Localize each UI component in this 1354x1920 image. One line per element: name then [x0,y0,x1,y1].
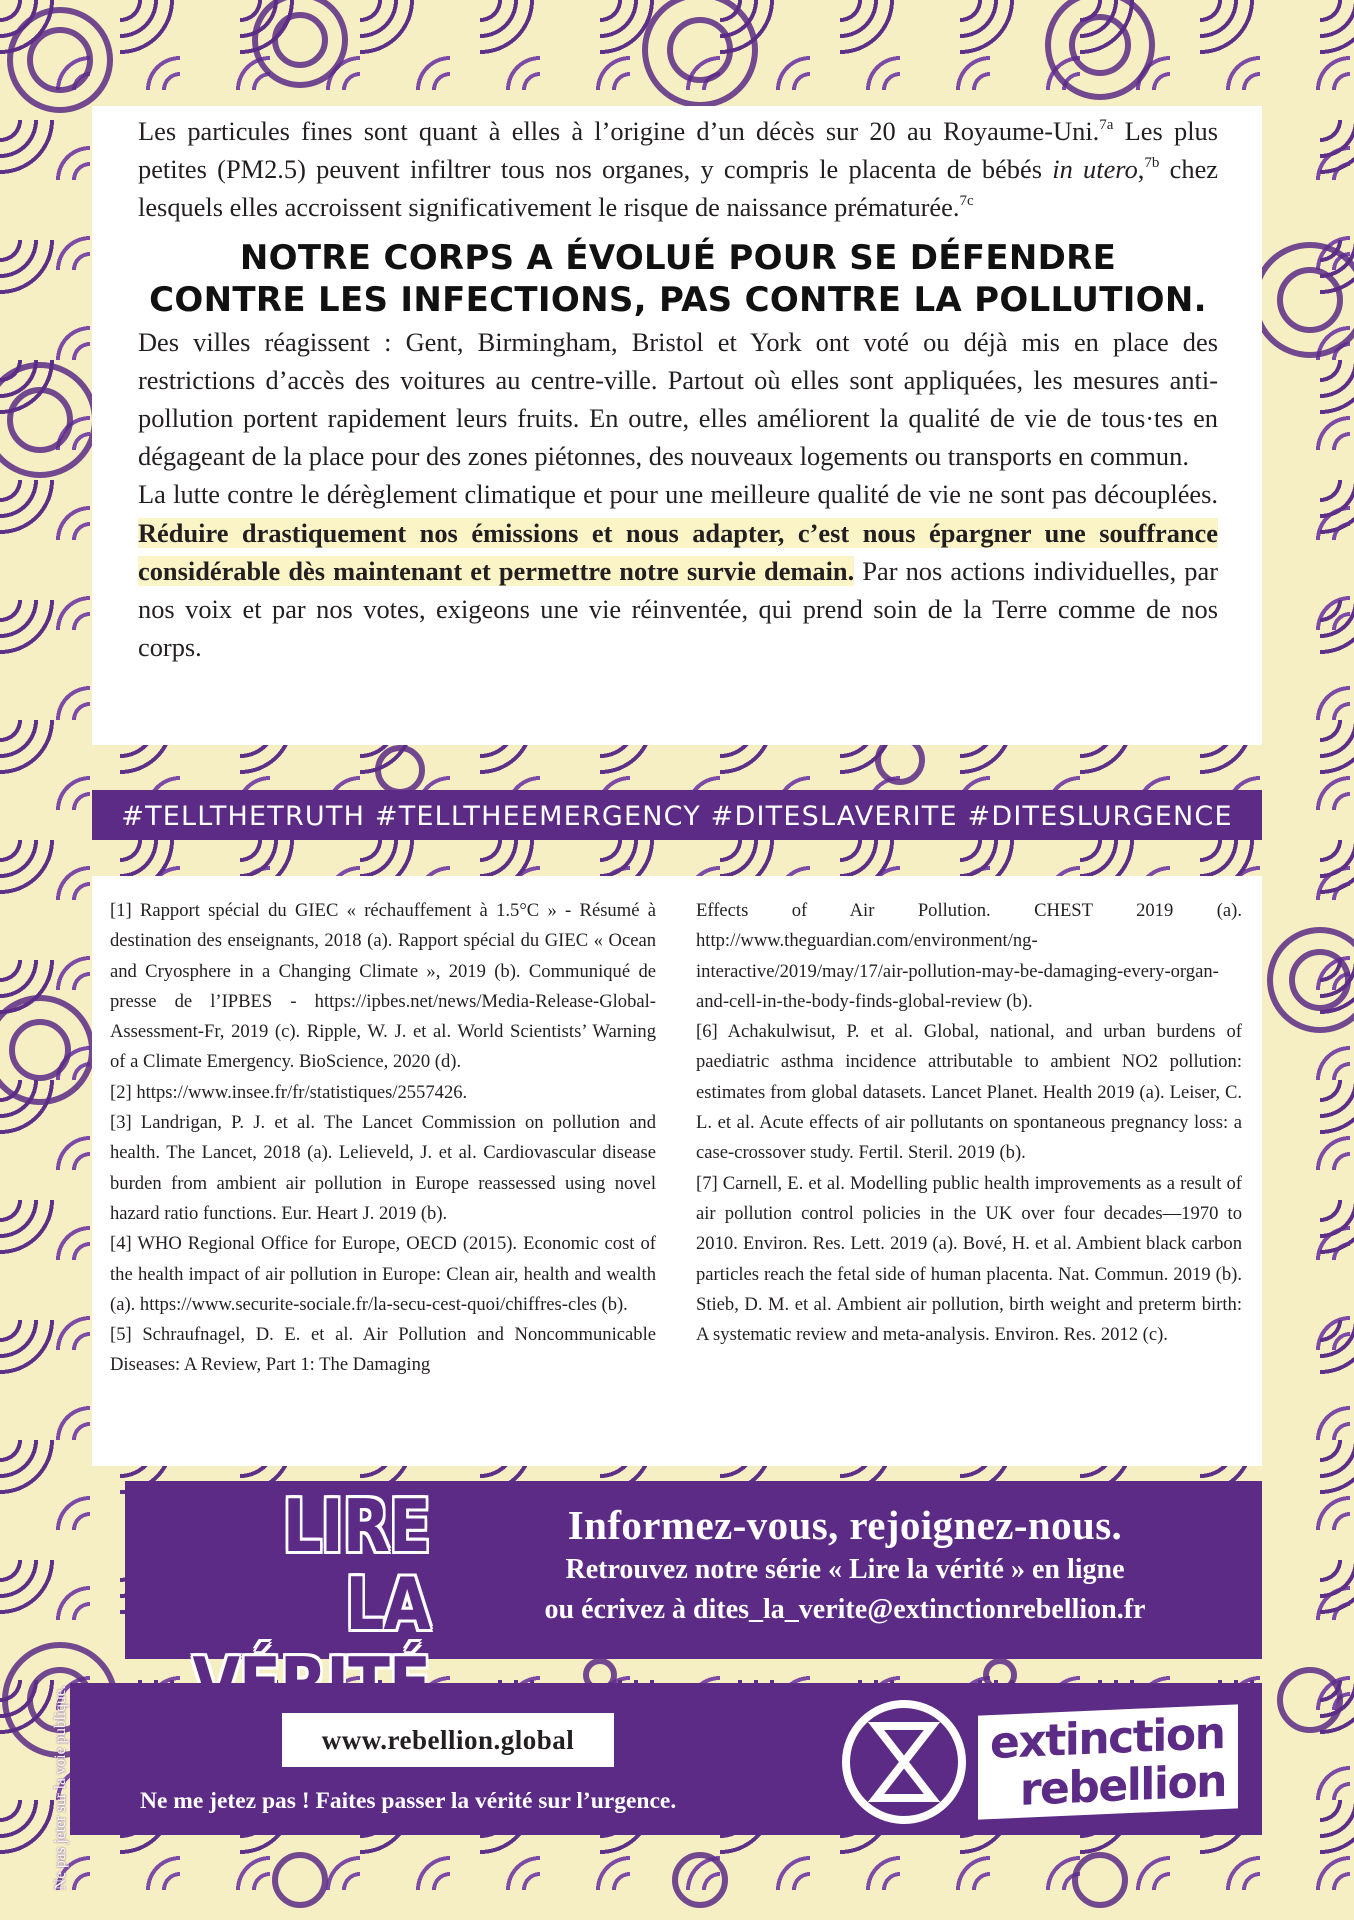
info-line-1: Retrouvez notre série « Lire la vérité » en ligne [565,1554,1125,1585]
website-link[interactable]: www.rebellion.global [282,1713,614,1767]
intro-text-c: chez lesquels elles accroissent significativement le risque de naissance prématurée. [138,154,1218,223]
reference-5: [5] Schraufnagel, D. E. et al. Air Pollution and Noncommunicable Diseases: A Review, Part 1: The Damaging [110,1324,656,1376]
extinction-rebellion-wordmark [978,1704,1238,1819]
wordmark-line-1: extinction [990,1707,1225,1770]
reference-3: [3] Landrigan, P. J. et al. The Lancet Commission on pollution and health. The Lancet, 2018 (a). Lelieveld, J. et al. Cardiovascular disease burden from ambient air pollution in Europe reassessed using novel hazard ratio functions. Eur. Heart J. 2019 (b). [110,1112,656,1224]
headline [138,237,1218,321]
main-text-panel [92,106,1262,745]
intro-text-a: Les particules fines sont quant à elles à l’origine d’un décès sur 20 au Royaume-Uni. [138,116,1100,146]
intro-paragraph: Les particules fines sont quant à elles à l’origine d’un décès sur 20 au Royaume-Uni.$^{7a}$ Les plus petites (PM2.5) peuvent infiltrer tous nos organes, y compris le placenta de bébés in utero,$^{7b}$ chez lesquels elles accroissent significativement le risque de naissance prématurée.$^{7c}$ [138,116,1218,223]
references-column-right [696,896,1242,1466]
info-title: Informez-vous, rejoignez-nous. [567,1502,1123,1548]
intro-italic: in utero [1052,154,1138,185]
headline-line-1: NOTRE CORPS A ÉVOLUÉ POUR SE DÉFENDRE [239,237,1117,278]
logo-line-1: LIRE [282,1484,430,1568]
reference-7: [7] Carnell, E. et al. Modelling public health improvements as a result of air pollution control policies in the UK over four decades—1970 to 2010. Environ. Res. Lett. 2019 (a). Bové, H. et al. Ambient black carbon particles reach the fetal side of human placenta. Nat. Commun. 2019 (b). Stieb, D. M. et al. Ambient air pollution, birth weight and preterm birth: A systematic review and meta-analysis. Environ. Res. 2012 (c). [696,1172,1242,1346]
lire-la-verite-logo [132,1484,430,1657]
info-email-line: ou écrivez à dites_la_verite@extinctionrebellion.fr [544,1594,1146,1625]
intro-text-b: Les plus petites (PM2.5) peuvent infiltrer tous nos organes, y compris le placenta de bébés [138,116,1218,185]
conclusion-start: La lutte contre le dérèglement climatique et pour une meilleure qualité de vie ne sont pas découplées. [138,479,1218,510]
footnote-ref-7b: 7b [1144,155,1160,172]
logo-line-2: LA [345,1562,430,1646]
conclusion-highlight: Réduire drastiquement nos émissions et nous adapter, c’est nous épargner une souffrance considérable dès maintenant et permettre notre survie demain. [138,517,1218,586]
reference-4: [4] WHO Regional Office for Europe, OECD (2015). Economic cost of the health impact of air pollution in Europe: Clean air, health and wealth (a). https://www.securite-sociale.fr/la-secu-cest-quoi/chiffres-cles (b). [110,1233,656,1315]
references-column-left [110,896,656,1466]
reference-2: [2] https://www.insee.fr/fr/statistiques/2557426. [110,1081,468,1103]
hashtag-banner: #TELLTHETRUTH #TELLTHEEMERGENCY #DITESLAVERITE #DITESLURGENCE [92,790,1262,840]
references-panel [92,876,1262,1466]
reference-6: [6] Achakulwisut, P. et al. Global, national, and urban burdens of paediatric asthma incidence attributable to ambient NO2 pollution: estimates from global datasets. Lancet Planet. Health 2019 (a). Leiser, C. L. et al. Acute effects of air pollutants on spontaneous pregnancy loss: a case-crossover study. Fertil. Steril. 2019 (b). [696,1021,1242,1164]
conclusion-end: Par nos actions individuelles, par nos voix et par nos votes, exigeons une vie réinventée, qui prend soin de la Terre comme de nos corps. [138,555,1218,663]
vertical-disposal-note: Ne pas jeter sur la voie publique. [52,1685,69,1890]
reference-1: [1] Rapport spécial du GIEC « réchauffement à 1.5°C » - Résumé à destination des enseignants, 2018 (a). Rapport spécial du GIEC « Ocean and Cryosphere in a Changing Climate », 2019 (b). Communiqué de presse de l’IPBES - https://ipbes.net/news/Media-Release-Global-Assessment-Fr, 2019 (c). Ripple, W. J. et al. World Scientists’ Warning of a Climate Emergency. BioScience, 2020 (d). [110,900,656,1073]
footer-tagline: Ne me jetez pas ! Faites passer la vérité sur l’urgence. [140,1788,677,1814]
paragraph-conclusion [138,475,1218,666]
paragraph-cities: Des villes réagissent : Gent, Birmingham, Bristol et York ont voté ou déjà mis en place des restrictions d’accès des voitures au centre-ville. Partout où elles sont appliquées, les mesures anti-pollution portent rapidement leurs fruits. En outre, elles améliorent la qualité de vie de tous·tes en dégageant de la place pour des zones piétonnes, des nouveaux logements ou transports en commun. [138,326,1218,472]
footnote-ref-7a: 7a [1099,117,1114,133]
info-text [440,1500,1250,1630]
reference-5-continued: Effects of Air Pollution. CHEST 2019 (a). http://www.theguardian.com/environment/ng-interactive/2019/may/17/air-pollution-may-be-damaging-every-organ-and-cell-in-the-body-finds-global-review (b). [696,900,1242,1012]
footnote-ref-7c: 7c [959,193,974,210]
extinction-symbol-icon [838,1696,970,1828]
wordmark-line-2: rebellion [1019,1755,1226,1816]
headline-line-2: CONTRE LES INFECTIONS, PAS CONTRE LA POLLUTION. [149,279,1207,320]
